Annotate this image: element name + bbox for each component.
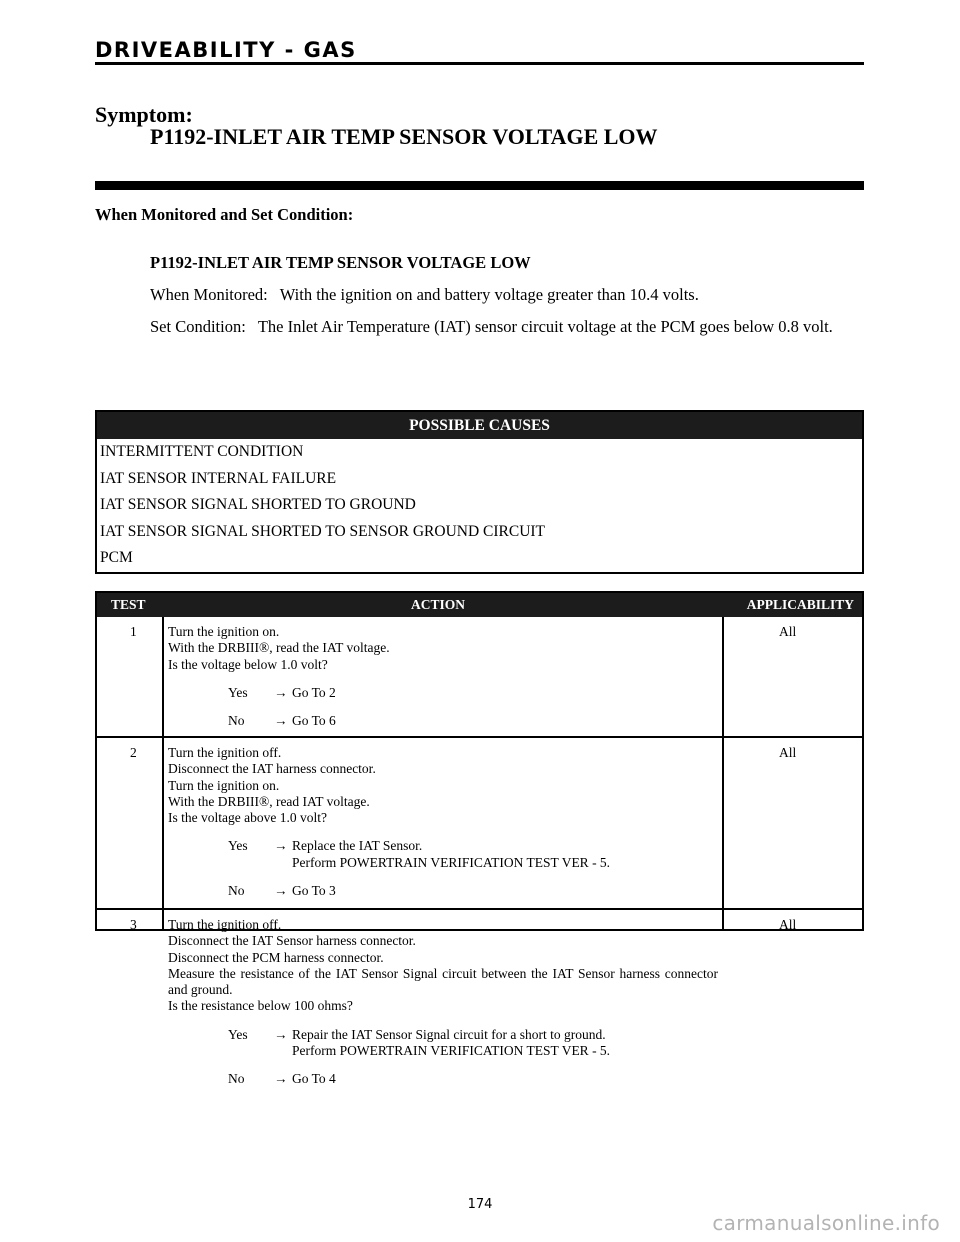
yes-result: Repair the IAT Sensor Signal circuit for a short to ground. — [292, 1026, 606, 1042]
arrow-icon: → — [274, 1026, 288, 1042]
set-condition-text: The Inlet Air Temperature (IAT) sensor circuit voltage at the PCM goes below 0.8 volt. — [257, 317, 833, 336]
yes-label: Yes — [228, 684, 248, 700]
yes-result: Replace the IAT Sensor. — [292, 838, 423, 854]
cause-item: PCM — [100, 549, 133, 567]
test-number: 2 — [130, 745, 137, 760]
symptom-label: Symptom: — [95, 102, 193, 127]
action-step: With the DRBIII®, read IAT voltage. — [168, 793, 370, 809]
possible-causes-table — [95, 410, 864, 574]
action-step: Turn the ignition on. — [168, 777, 280, 793]
test-applicability: All — [779, 917, 797, 932]
arrow-icon: → — [274, 883, 288, 899]
cause-item: IAT SENSOR INTERNAL FAILURE — [100, 469, 337, 487]
test-column-header: TEST — [111, 597, 146, 612]
set-condition-label: Set Condition: — [150, 317, 246, 336]
action-step: Turn the ignition off. — [168, 917, 282, 932]
action-step: Is the voltage below 1.0 volt? — [168, 656, 328, 672]
action-step: Measure the resistance of the IAT Sensor Signal circuit between the IAT Sensor harness connector and ground. — [168, 965, 718, 998]
page-number: 174 — [467, 1197, 493, 1212]
no-result: Go To 3 — [292, 883, 336, 899]
row-divider — [97, 908, 862, 910]
arrow-icon: → — [274, 713, 288, 729]
column-divider — [162, 617, 164, 929]
yes-result-verify: Perform POWERTRAIN VERIFICATION TEST VER - 5. — [292, 854, 611, 870]
possible-causes-header: POSSIBLE CAUSES — [97, 412, 862, 439]
set-condition — [150, 315, 864, 338]
test-action — [168, 745, 718, 899]
monitored-heading: When Monitored and Set Condition: — [95, 205, 354, 224]
action-step: Disconnect the IAT Sensor harness connector. — [168, 933, 416, 949]
yes-branch — [228, 838, 718, 871]
no-label: No — [228, 883, 245, 899]
yes-result-verify: Perform POWERTRAIN VERIFICATION TEST VER - 5. — [292, 1043, 611, 1059]
action-step: Turn the ignition on. — [168, 624, 280, 639]
when-monitored — [150, 283, 864, 306]
column-divider — [722, 617, 724, 929]
cause-item: IAT SENSOR SIGNAL SHORTED TO SENSOR GROUND CIRCUIT — [100, 522, 546, 540]
no-label: No — [228, 713, 245, 729]
test-action — [168, 624, 718, 729]
condition-code: P1192-INLET AIR TEMP SENSOR VOLTAGE LOW — [150, 253, 531, 272]
section-divider — [95, 181, 864, 190]
when-monitored-label: When Monitored: — [150, 285, 268, 304]
action-step: Is the voltage above 1.0 volt? — [168, 810, 327, 826]
action-step: Turn the ignition off. — [168, 745, 282, 760]
arrow-icon: → — [274, 1071, 288, 1087]
no-result: Go To 4 — [292, 1071, 336, 1087]
yes-branch — [228, 685, 718, 701]
test-table-header — [97, 593, 862, 617]
action-step: Disconnect the IAT harness connector. — [168, 761, 376, 777]
applicability-column-header: APPLICABILITY — [746, 597, 854, 612]
yes-label: Yes — [228, 838, 248, 854]
yes-branch — [228, 1027, 718, 1060]
test-applicability: All — [779, 745, 797, 760]
action-column-header: ACTION — [411, 597, 466, 612]
test-table — [95, 591, 864, 1087]
action-step: Disconnect the PCM harness connector. — [168, 949, 384, 965]
action-step: Is the resistance below 100 ohms? — [168, 998, 353, 1014]
when-monitored-text: With the ignition on and battery voltage greater than 10.4 volts. — [279, 285, 699, 304]
no-branch — [228, 713, 718, 729]
row-divider — [97, 736, 862, 738]
cause-item: IAT SENSOR SIGNAL SHORTED TO GROUND — [100, 496, 416, 514]
section-header: DRIVEABILITY - GAS — [95, 38, 357, 62]
arrow-icon: → — [274, 838, 288, 854]
cause-item: INTERMITTENT CONDITION — [100, 443, 304, 460]
no-branch — [228, 883, 718, 899]
header-rule — [95, 62, 864, 65]
symptom-code: P1192-INLET AIR TEMP SENSOR VOLTAGE LOW — [150, 124, 658, 149]
watermark: carmanualsonline.info — [712, 1211, 940, 1235]
test-applicability: All — [779, 624, 797, 639]
test-action — [168, 917, 718, 1088]
test-number: 3 — [130, 917, 137, 932]
no-label: No — [228, 1071, 245, 1087]
yes-label: Yes — [228, 1026, 248, 1042]
arrow-icon: → — [274, 684, 288, 700]
action-step: With the DRBIII®, read the IAT voltage. — [168, 640, 390, 656]
no-result: Go To 6 — [292, 713, 336, 729]
no-branch — [228, 1071, 718, 1087]
yes-result: Go To 2 — [292, 684, 336, 700]
test-number: 1 — [130, 624, 137, 639]
